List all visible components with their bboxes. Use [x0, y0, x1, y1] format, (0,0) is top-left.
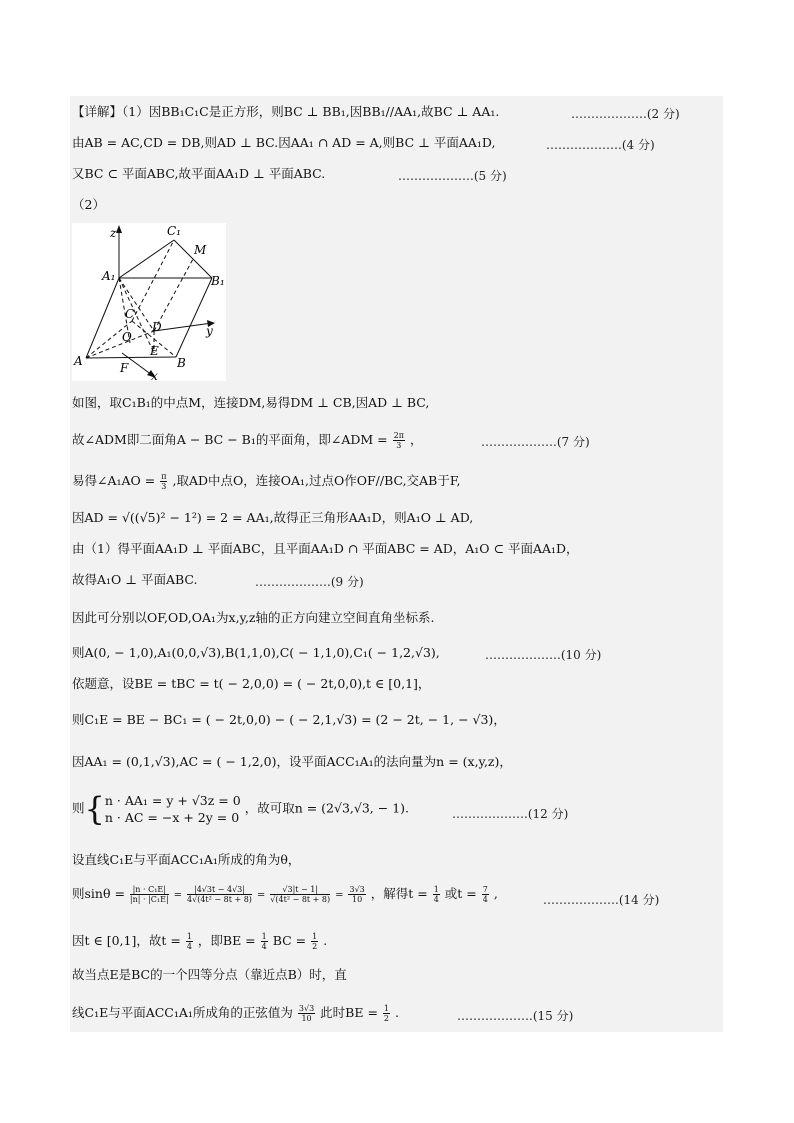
- label-x: x: [151, 369, 158, 381]
- solution-text: 依题意，设BE = tBC = t( − 2,0,0) = ( − 2t,0,0),t ∈ [0,1]，: [72, 676, 431, 691]
- score-mark: ……………….(2 分): [571, 107, 680, 121]
- line-17: [72, 852, 300, 868]
- score-mark: ……………….(12 分): [452, 807, 569, 821]
- fraction: $\frac{3√3}{10}$: [349, 885, 365, 904]
- line-13: [72, 676, 430, 692]
- solution-text: 则: [72, 800, 85, 816]
- fraction: $\frac{3√3}{10}$: [298, 1004, 315, 1023]
- line-18: 则sinθ = $\frac{\text{|n · C₁E|}}{\text{|n| · |C₁E|}}$ = $\frac{|4√3t - 4√3|}{\text{4√(4t² − 8t + 8)}}$ = $\frac{√3|t - 1|}{\text{√(4t² − 8t + 8)}}$ = $\frac{3√3}{10}$ ，解得t = $\frac{1}{4}$ 或t = $\frac{7}{4}$ ,: [72, 885, 498, 904]
- fraction: $\frac{7}{4}$: [482, 885, 488, 904]
- solution-text: 由AB = AC,CD = DB,则AD ⊥ BC.因AA₁ ∩ AD = A,则BC ⊥ 平面AA₁D,: [72, 135, 496, 150]
- solution-text: 故得A₁O ⊥ 平面ABC.: [72, 572, 198, 587]
- line-9: [72, 541, 579, 557]
- solution-text: 因t ∈ [0,1]，故t =: [72, 933, 181, 948]
- line-8: [72, 510, 473, 526]
- label-C1: C₁: [167, 224, 181, 238]
- fraction: $\frac{\text{|n · C₁E|}}{\text{|n| · |C₁E|}}$: [129, 885, 169, 904]
- solution-text: 由（1）得平面AA₁D ⊥ 平面ABC，且平面AA₁D ∩ 平面ABC = AD，A₁O ⊂ 平面AA₁D，: [72, 541, 579, 556]
- label-A1: A₁: [102, 269, 116, 283]
- solution-text: 则C₁E = BE − BC₁ = ( − 2t,0,0) − ( − 2,1,√3) = (2 − 2t, − 1, − √3)，: [72, 712, 506, 727]
- prism-figure: [72, 223, 226, 381]
- solution-text: 因AD = √((√5)² − 1²) = 2 = AA₁,故得正三角形AA₁D，则A₁O ⊥ AD,: [72, 510, 474, 525]
- solution-text: 则A(0, − 1,0),A₁(0,0,√3),B(1,1,0),C( − 1,1,0),C₁( − 1,2,√3),: [72, 645, 440, 660]
- solution-text: 因AA₁ = (0,1,√3),AC = ( − 1,2,0)，设平面ACC₁A₁的法向量为n = (x,y,z)，: [72, 754, 512, 769]
- line-4: [72, 197, 105, 213]
- line-15: [72, 754, 512, 770]
- line-21: 线C₁E与平面ACC₁A₁所成角的正弦值为 $\frac{3√3}{10}$ 此时BE = $\frac{1}{2}$ .: [72, 1004, 399, 1023]
- line-10: [72, 572, 198, 588]
- line-20: [72, 967, 347, 983]
- line-16: 则{ n · AA₁ = y + √3z = 0 n · AC = −x + 2y = 0 ，故可取n = (2√3,√3, − 1).: [72, 790, 409, 828]
- label-M: M: [194, 243, 207, 257]
- brace: {: [84, 790, 105, 828]
- solution-text: 设直线C₁E与平面ACC₁A₁所成的角为θ，: [72, 852, 301, 867]
- fraction: $\frac{√3|t - 1|}{\text{√(4t² − 8t + 8)}}$: [270, 885, 331, 904]
- line-7: 易得∠A₁AO = $\frac{\pi}{3}$ ,取AD中点O，连接OA₁,过点O作OF//BC,交AB于F,: [72, 472, 461, 491]
- label-F: F: [120, 361, 129, 375]
- solution-text: 线C₁E与平面ACC₁A₁所成角的正弦值为: [72, 1005, 293, 1020]
- solution-text: 则sinθ =: [72, 886, 125, 901]
- fraction: $\frac{\pi}{3}$: [161, 472, 167, 491]
- solution-text: 故当点E是BC的一个四等分点（靠近点B）时，直: [72, 967, 347, 982]
- label-D: D: [152, 320, 162, 334]
- solution-text: 【详解】（1）因BB₁C₁C是正方形，则BC ⊥ BB₁,因BB₁//AA₁,故BC ⊥ AA₁.: [72, 104, 500, 119]
- line-5: [72, 395, 429, 411]
- fraction: $\frac{1}{4}$: [261, 932, 267, 951]
- score-mark: ……………….(5 分): [398, 169, 507, 183]
- solution-text: 易得∠A₁AO =: [72, 473, 156, 488]
- score-mark: ……………….(15 分): [457, 1009, 574, 1023]
- solution-text: 因此可分别以OF,OD,OA₁为x,y,z轴的正方向建立空间直角坐标系.: [72, 610, 435, 625]
- score-mark: ……………….(14 分): [543, 893, 660, 907]
- score-mark: ……………….(4 分): [546, 138, 655, 152]
- line-1: [72, 104, 499, 120]
- equation-system: n · AA₁ = y + √3z = 0 n · AC = −x + 2y = 0: [104, 793, 241, 825]
- score-mark: ……………….(7 分): [481, 435, 590, 449]
- fraction: $\frac{1}{4}$: [433, 885, 439, 904]
- fraction: $\frac{1}{4}$: [186, 932, 192, 951]
- label-z: z: [110, 226, 117, 240]
- line-3: [72, 166, 325, 182]
- line-2: [72, 135, 495, 151]
- solution-text: 故∠ADM即二面角A − BC − B₁的平面角，即∠ADM =: [72, 432, 388, 447]
- label-C: C: [125, 307, 135, 321]
- fraction: $\frac{1}{2}$: [383, 1004, 389, 1023]
- label-A: A: [74, 354, 83, 368]
- solution-text: 如图，取C₁B₁的中点M，连接DM,易得DM ⊥ CB,因AD ⊥ BC,: [72, 395, 430, 410]
- fraction: $\frac{2\pi}{3}$: [393, 431, 404, 450]
- label-y: y: [206, 324, 213, 338]
- fraction: $\frac{|4√3t - 4√3|}{\text{4√(4t² − 8t + 8)}}$: [187, 885, 252, 904]
- label-O: O: [122, 330, 132, 344]
- line-12: [72, 645, 440, 661]
- line-11: [72, 610, 435, 626]
- label-B: B: [177, 356, 186, 370]
- line-19: 因t ∈ [0,1]，故t = $\frac{1}{4}$ ，即BE = $\frac{1}{4}$ BC = $\frac{1}{2}$ .: [72, 932, 328, 951]
- solution-text: 又BC ⊂ 平面ABC,故平面AA₁D ⊥ 平面ABC.: [72, 166, 326, 181]
- fraction: $\frac{1}{2}$: [312, 932, 318, 951]
- line-14: [72, 712, 506, 728]
- part-label: （2）: [72, 197, 105, 212]
- score-mark: ……………….(9 分): [255, 575, 364, 589]
- score-mark: ……………….(10 分): [485, 648, 602, 662]
- label-E: E: [150, 344, 159, 358]
- label-B1: B₁: [211, 274, 225, 288]
- line-6: 故∠ADM即二面角A − BC − B₁的平面角，即∠ADM = $\frac{2\pi}{3}$ ，: [72, 431, 423, 450]
